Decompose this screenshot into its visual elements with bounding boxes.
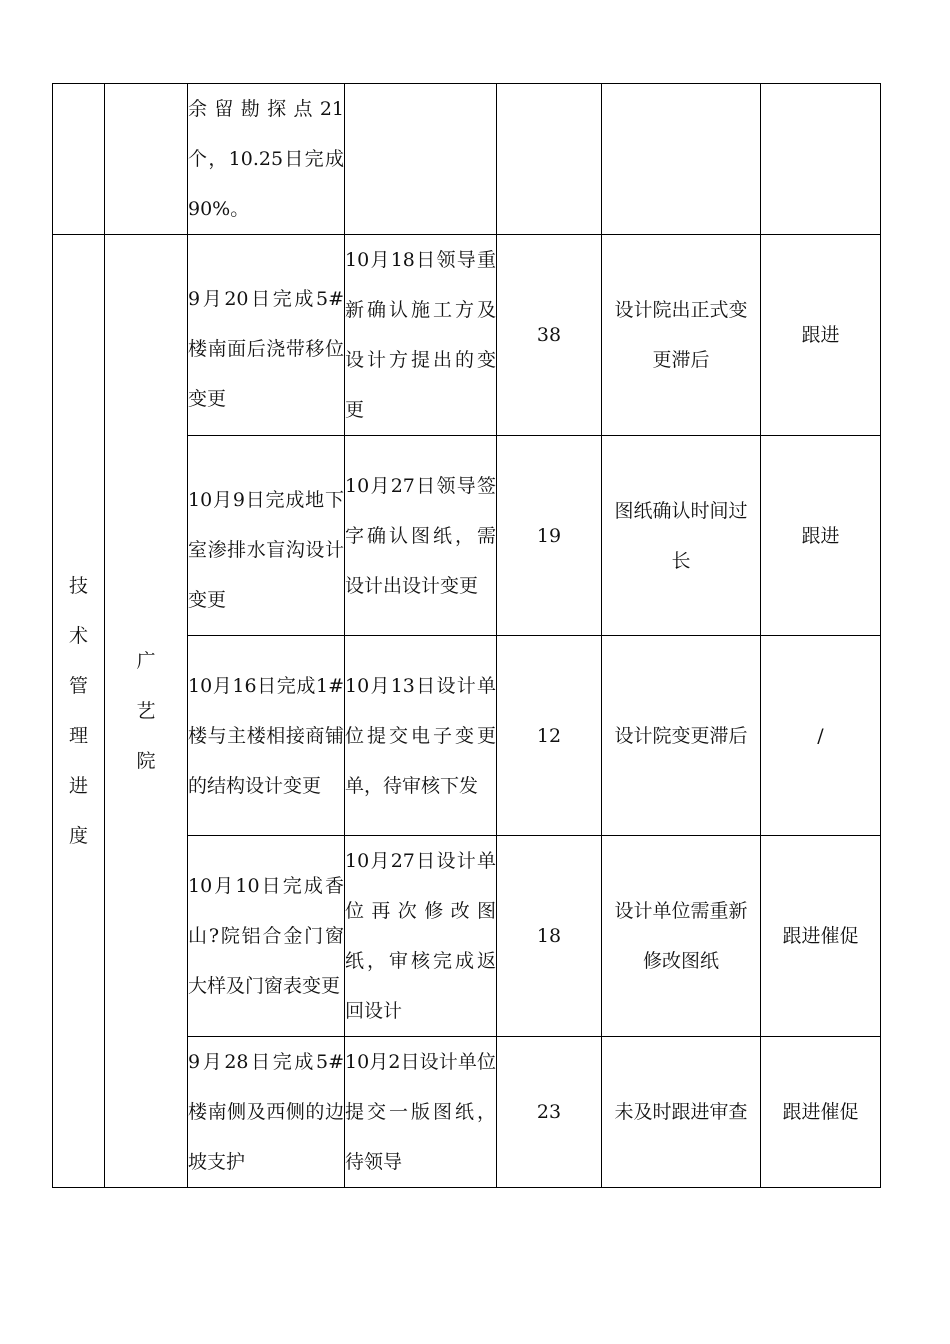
category-cell [53,235,105,1188]
category-char: 理 [68,725,88,747]
reason-cell: 设计院出正式变更滞后 [602,235,761,436]
category-char: 管 [68,675,88,697]
plan-text: 10月16日完成1#楼与主楼相接商铺的结构设计变更 [188,674,344,797]
table-row [53,235,881,436]
measure-cell: 跟进催促 [761,1037,881,1188]
days-cell: 23 [497,1037,602,1188]
days-cell: 12 [497,636,602,836]
unit-char: 艺 [136,700,156,722]
plan-cell [188,235,345,436]
progress-table [52,83,881,1188]
unit-char: 广 [136,650,156,672]
category-char: 度 [68,825,88,847]
plan-cell [188,1037,345,1188]
days-cell: 18 [497,836,602,1037]
days-cell: 19 [497,436,602,636]
category-cell-empty [53,84,105,235]
reason-cell: 设计院变更滞后 [602,636,761,836]
plan-text: 余留勘探点21个，10.25日完成90%。 [188,98,344,220]
reason-cell-empty [602,84,761,235]
unit-char: 院 [136,750,156,772]
plan-text: 9月20日完成5#楼南面后浇带移位变更 [188,288,344,410]
actual-cell [345,636,497,836]
measure-cell: 跟进催促 [761,836,881,1037]
plan-cell [188,636,345,836]
actual-text: 10月18日领导重新确认施工方及设计方提出的变更 [345,249,496,421]
plan-cell [188,436,345,636]
actual-text: 10月27日领导签字确认图纸，需设计出设计变更 [345,474,496,597]
plan-cell [188,84,345,235]
actual-cell-empty [345,84,497,235]
measure-cell: / [761,636,881,836]
measure-cell: 跟进 [761,436,881,636]
actual-cell [345,436,497,636]
days-cell-empty [497,84,602,235]
category-char: 术 [68,625,88,647]
actual-text: 10月2日设计单位提交一版图纸，待领导 [345,1051,496,1173]
unit-cell [105,235,188,1188]
days-cell: 38 [497,235,602,436]
unit-cell-empty [105,84,188,235]
measure-cell-empty [761,84,881,235]
category-char: 技 [68,575,88,597]
reason-cell: 未及时跟进审查 [602,1037,761,1188]
reason-cell: 图纸确认时间过长 [602,436,761,636]
actual-cell [345,235,497,436]
measure-cell: 跟进 [761,235,881,436]
actual-text: 10月13日设计单位提交电子变更单，待审核下发 [345,674,496,797]
table-row [53,84,881,235]
plan-text: 9月28日完成5#楼南侧及西侧的边坡支护 [188,1051,344,1173]
actual-cell [345,1037,497,1188]
plan-cell [188,836,345,1037]
actual-text: 10月27日设计单位再次修改图纸，审核完成返回设计 [345,850,496,1022]
plan-text: 10月10日完成香山?院铝合金门窗大样及门窗表变更 [188,875,344,997]
plan-text: 10月9日完成地下室渗排水盲沟设计变更 [188,488,344,611]
reason-cell: 设计单位需重新修改图纸 [602,836,761,1037]
actual-cell [345,836,497,1037]
category-char: 进 [68,775,88,797]
